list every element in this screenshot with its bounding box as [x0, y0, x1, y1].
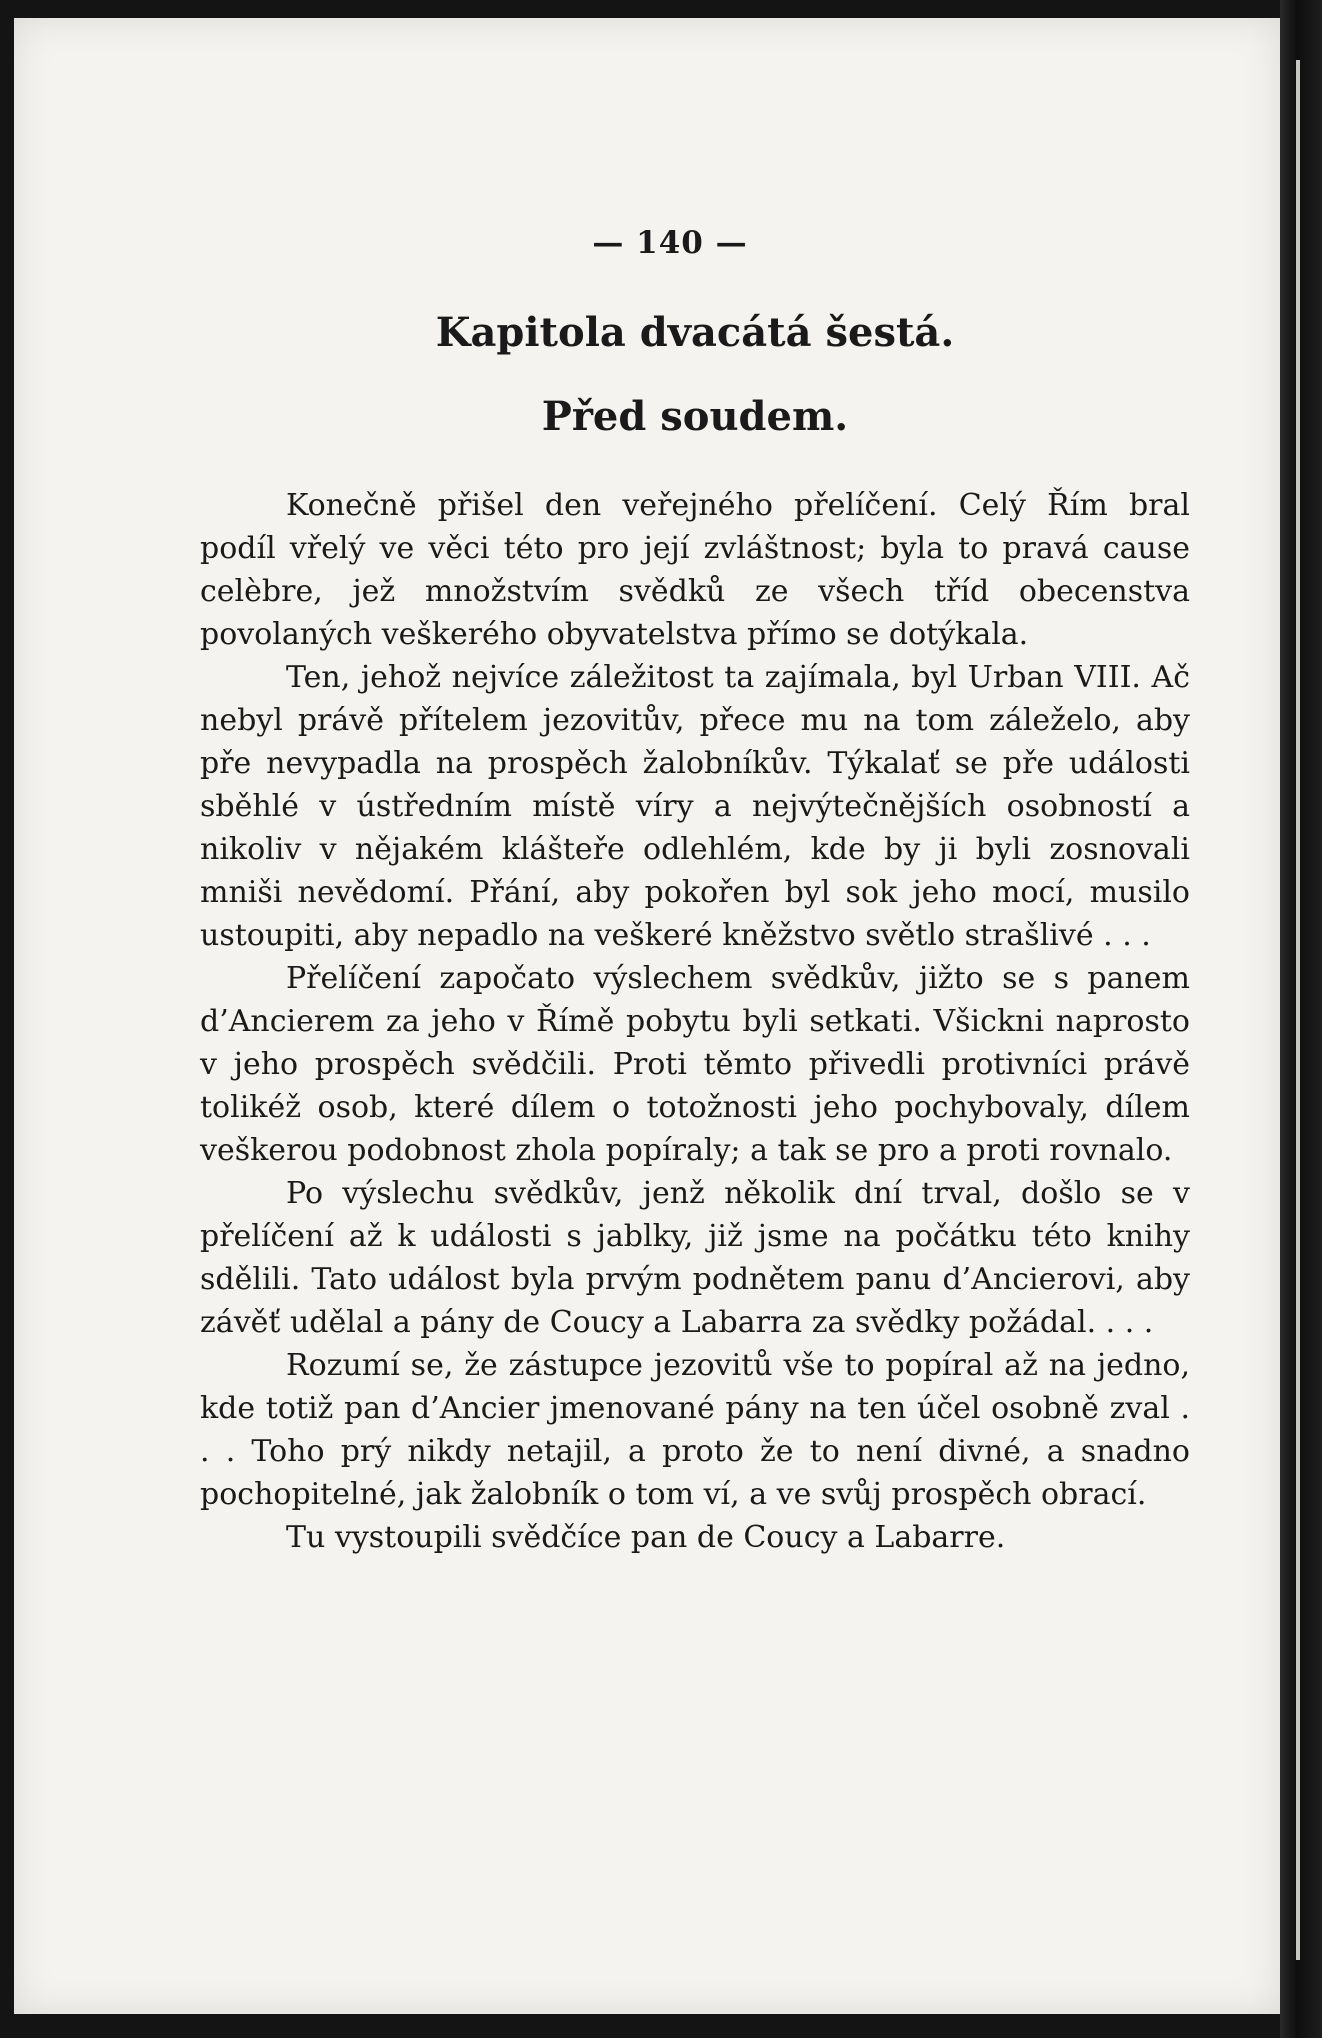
body-text [200, 484, 1190, 1559]
chapter-title: Kapitola dvacátá šestá. [435, 309, 955, 356]
book-page [14, 18, 1280, 2014]
page-number: — 140 — [592, 225, 748, 261]
paragraph: Po výslechu svědkův, jenž několik dní trval, došlo se v přelíčení až k události s jablky, již jsme na počátku této knihy sdělili. Tato událost byla prvým podnětem panu d’Ancierovi, aby závěť udělal a pány de Coucy a Labarra za svědky požádal. . . . [200, 1176, 1190, 1340]
next-page-edge [1296, 60, 1300, 1960]
paragraph: Přelíčení započato výslechem svědkův, jižto se s panem d’Ancierem za jeho v Římě pobytu byli setkati. Všickni naprosto v jeho prospěch svědčili. Proti těmto přivedli protivníci právě tolikéž osob, které dílem o totožnosti jeho pochybovaly, dílem veškerou podobnost zhola popíraly; a tak se pro a proti rovnalo. [200, 961, 1190, 1168]
page-content [200, 218, 1190, 1559]
book-spine-shadow [1280, 0, 1322, 2038]
paragraph: Rozumí se, že zástupce jezovitů vše to popíral až na jedno, kde totiž pan d’Ancier jmenované pány na ten účel osobně zval . . . Toho prý nikdy netajil, a proto že to není divné, a snadno pochopitelné, jak žalobník o tom ví, a ve svůj prospěch obrací. [200, 1348, 1190, 1512]
paragraph: Tu vystoupili svědčíce pan de Coucy a Labarre. [286, 1520, 1006, 1555]
paragraph: Ten, jehož nejvíce záležitost ta zajímala, byl Urban VIII. Ač nebyl právě přítelem jezovitův, přece mu na tom záleželo, aby pře nevypadla na prospěch žalobníkův. Týkalať se pře události sběhlé v ústředním místě víry a nejvýtečnějších osobností a nikoliv v nějakém klášteře odlehlém, kde by ji byli zosnovali mniši nevědomí. Přání, aby pokořen byl sok jeho mocí, musilo ustoupiti, aby nepadlo na veškeré kněžstvo světlo strašlivé . . . [200, 660, 1190, 953]
paragraph: Konečně přišel den veřejného přelíčení. Celý Řím bral podíl vřelý ve věci této pro její zvláštnost; byla to pravá cause celèbre, jež množstvím svědků ze všech tříd obecenstva povolaných veškerého obyvatelstva přímo se dotýkala. [200, 488, 1190, 652]
section-title: Před soudem. [541, 393, 849, 440]
